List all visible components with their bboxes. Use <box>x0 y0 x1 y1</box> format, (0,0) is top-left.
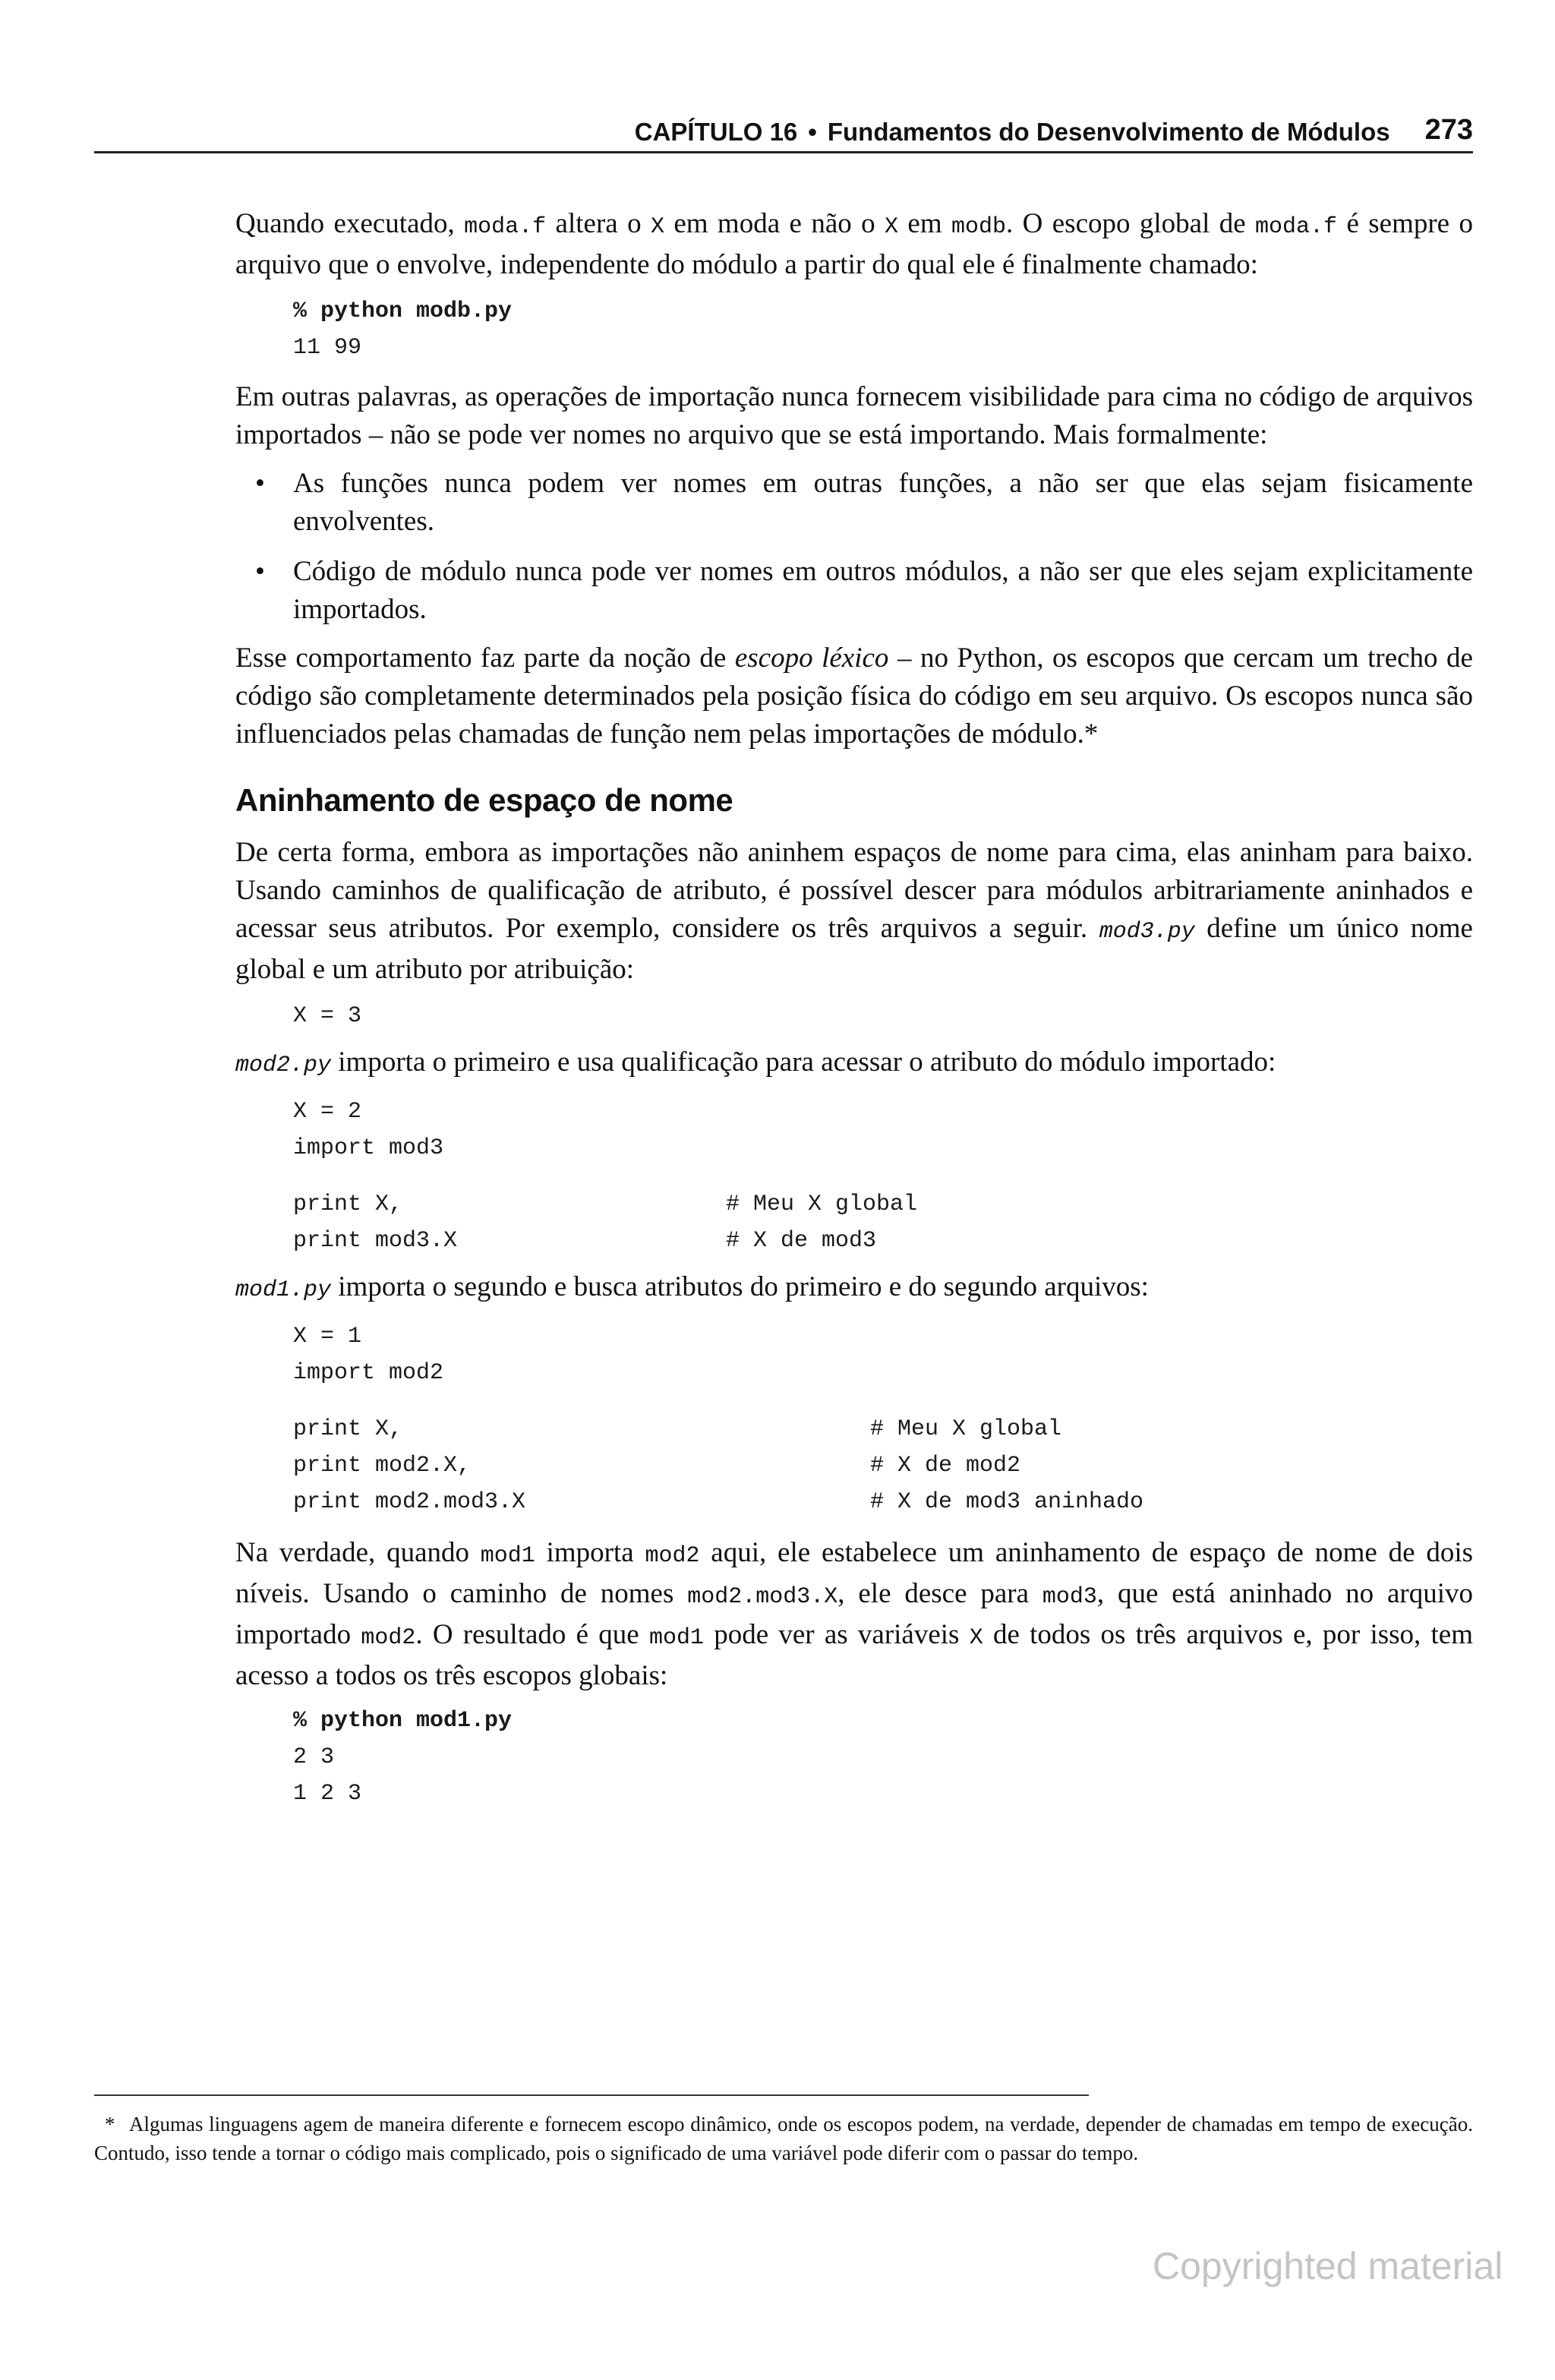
code-command: % python modb.py <box>293 298 513 324</box>
code-output: 11 99 <box>293 335 362 361</box>
page-number: 273 <box>1424 114 1473 146</box>
code-output: 2 3 <box>293 1744 335 1770</box>
footnote-marker: * <box>105 2113 115 2135</box>
list-item: • As funções nunca podem ver nomes em outras funções, a não ser que elas sejam fisicamente envolventes. <box>255 468 1473 537</box>
footnote-rule <box>94 2094 1089 2096</box>
header-chapter: CAPÍTULO 16 <box>634 118 798 146</box>
list-item: • Código de módulo nunca pode ver nomes em outros módulos, a não ser que eles sejam explicitamente importados. <box>255 556 1473 625</box>
paragraph-7: Na verdade, quando mod1 importa mod2 aqui, ele estabelece um aninhamento de espaço de nome de dois níveis. Usando o caminho de nomes mod2.mod3.X, ele desce para mod3, que está aninhado no arquivo importado mod2. O resultado é que mod1 pode ver as variáveis X de todos os três arquivos e, por isso, tem acesso a todos os três escopos globais: <box>235 1537 1474 1691</box>
code-block-mod2: X = 2 import mod3 print X, # Meu X global print mod3.X # X de mod3 <box>293 1099 918 1254</box>
paragraph-4: De certa forma, embora as importações não aninhem espaços de nome para cima, elas aninham para baixo. Usando caminhos de qualificação de atributo, é possível descer para módulos arbitrariamente aninhados e acessar seus atributos. Por exemplo, considere os três arquivos a seguir. mod3.py define um único nome global e um atributo por atribuição: <box>235 837 1473 985</box>
code-block-mod3: X = 3 <box>293 1003 362 1029</box>
header-title: Fundamentos do Desenvolvimento de Módulos <box>827 118 1390 146</box>
section-title: Aninhamento de espaço de nome <box>235 782 733 818</box>
paragraph-6: mod1.py importa o segundo e busca atributos do primeiro e do segundo arquivos: <box>235 1271 1149 1303</box>
running-header <box>94 106 1473 153</box>
header-bullet: • <box>808 118 817 146</box>
code-block-mod1: X = 1 import mod2 print X, # Meu X global print mod2.X, # X de mod2 print mod2.mod3.X # X de mod3 aninhado <box>293 1324 1144 1515</box>
paragraph-2: Em outras palavras, as operações de importação nunca fornecem visibilidade para cima no código de arquivos importados – não se pode ver nomes no arquivo que se está importando. Mais formalmente: <box>235 381 1473 450</box>
code-block-mod1-run <box>235 1703 1473 1812</box>
code-block-modb <box>235 293 1473 366</box>
footnote <box>94 2110 1473 2167</box>
paragraph-3: Esse comportamento faz parte da noção de escopo léxico – no Python, os escopos que cercam um trecho de código são completamente determinados pela posição física do código em seu arquivo. Os escopos nunca são influenciados pelas chamadas de função nem pelas importações de módulo.* <box>235 642 1473 750</box>
footnote-text: Algumas linguagens agem de maneira diferente e fornecem escopo dinâmico, onde os escopos podem, na verdade, depender de chamadas em tempo de execução. Contudo, isso tende a tornar o código mais complicado, pois o significado de uma variável pode diferir com o passar do tempo. <box>94 2113 1473 2164</box>
watermark: Copyrighted material <box>1153 2245 1503 2287</box>
page-body <box>235 205 1473 1812</box>
bullet-list <box>235 465 1473 629</box>
paragraph-1: Quando executado, moda.f altera o X em moda e não o X em modb. O escopo global de moda.f é sempre o arquivo que o envolve, independente do módulo a partir do qual ele é finalmente chamado: <box>235 208 1473 280</box>
code-output: 1 2 3 <box>293 1781 362 1807</box>
paragraph-5: mod2.py importa o primeiro e usa qualificação para acessar o atributo do módulo importado: <box>235 1046 1276 1078</box>
code-command: % python mod1.py <box>293 1708 513 1734</box>
